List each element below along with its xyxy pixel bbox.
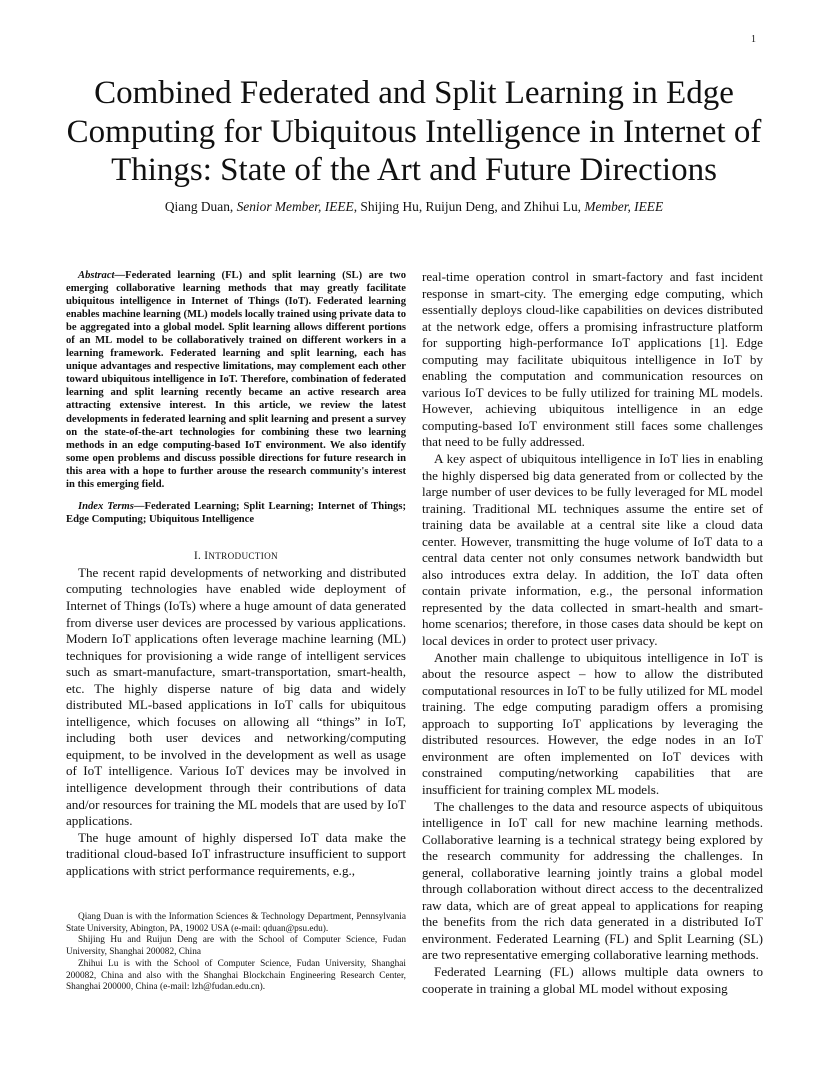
abstract-heading: Abstract bbox=[78, 270, 115, 281]
paragraph: A key aspect of ubiquitous intelligence in IoT lies in enabling the highly dispersed big data generated from or collected by the large number of user devices to be fully leveraged for ML model training. Traditional ML techniques assume the entire set of training data be available at a central site like a cloud data center. However, transmitting the huge volume of IoT data to a central data center not only consumes network bandwidth but also introduces extra delay. In addition, the IoT data often contain private information, e.g., the personal information represented by the data collected in smart-health and smart-home scenarios; therefore, in those cases data should be kept on local devices in order to protect user privacy. bbox=[422, 451, 763, 649]
author-membership: Member, IEEE bbox=[584, 199, 664, 214]
index-terms-heading: Index Terms bbox=[78, 500, 134, 512]
author-name: Qiang Duan, bbox=[164, 199, 237, 214]
abstract-text: —Federated learning (FL) and split learning (SL) are two emerging collaborative learning methods that may greatly facilitate ubiquitous intelligence in Internet of Things (IoT). Federated learning enables machine learning (ML) models locally trained using private data to be aggregated into a global model. Split learning allows different portions of an ML model to be collaboratively trained on different workers in a learning framework. Federated learning and split learning, each has unique advantages and respective limitations, may complement each other toward ubiquitous intelligence in IoT. Therefore, combination of federated learning and split learning recently became an active research area attracting extensive interest. In this article, we review the latest developments in federated learning and split learning and present a survey on the state-of-the-art technologies for combining these two learning methods in an edge computing-based IoT environment. We also identify some open problems and discuss possible directions for future research in this area with a hope to further arouse the research community's interest in this emerging field. bbox=[66, 270, 406, 490]
author-membership: Senior Member, IEEE bbox=[236, 199, 354, 214]
section-heading: I. INTRODUCTION bbox=[194, 549, 278, 562]
paper-title: Combined Federated and Split Learning in Edge Computing for Ubiquitous Intelligence in Internet of Things: State of the Art and Future Directions bbox=[66, 75, 762, 188]
abstract bbox=[66, 269, 406, 491]
paragraph: The challenges to the data and resource aspects of ubiquitous intelligence in IoT call for new machine learning methods. Collaborative learning is a technical strategy being explored by the research community for addressing the challenges. In general, collaborative learning jointly trains a global model through collaboration without direct access to the decentralized raw data, which are of great appeal to applications for reaping the benefits from the rich data generated in a distributed IoT environment. Federated Learning (FL) and Split Learning (SL) are two representative emerging collaborative learning methods. bbox=[422, 798, 763, 963]
paragraph: The huge amount of highly dispersed IoT data make the traditional cloud-based IoT infrastructure insufficient to support applications with strict performance requirements, e.g., bbox=[66, 829, 406, 878]
footnote: Zhihui Lu is with the School of Computer Science, Fudan University, Shanghai 200082, China and also with the Shanghai Blockchain Engineering Research Center, Shanghai 200000, China (e-mail: lzh@fudan.edu.cn). bbox=[66, 958, 406, 993]
page-number: 1 bbox=[751, 34, 756, 45]
author-name: , Shijing Hu, Ruijun Deng, and Zhihui Lu, bbox=[353, 199, 585, 214]
footnote: Shijing Hu and Ruijun Deng are with the School of Computer Science, Fudan University, Shanghai 200082, China bbox=[66, 935, 406, 958]
paragraph: The recent rapid developments of networking and distributed computing technologies have enabled wide deployment of Internet of Things (IoTs) where a huge amount of data generated from diverse user devices are processed by various applications. Modern IoT applications often leverage machine learning (ML) techniques for provisioning a wide range of intelligent services such as smart-manufacture, smart-transportation, smart-health, etc. The highly disperse nature of big data and widely distributed ML-based applications in IoT calls for ubiquitous intelligence, which focuses on allowing all “things” in IoT, including both user devices and networking/computing equipment, to be involved in the development as well as usage of IoT intelligence. Various IoT devices may be involved in intelligence development through their contributions of data and/or resources for training the ML models that are used by IoT applications. bbox=[66, 564, 406, 829]
footnote: Qiang Duan is with the Information Sciences & Technology Department, Pennsylvania State University, Abington, PA, 19002 USA (e-mail: qduan@psu.edu). bbox=[66, 912, 406, 934]
index-terms-text: —Federated Learning; Split Learning; Internet of Things; Edge Computing; Ubiquitous Intelligence bbox=[66, 500, 406, 525]
author-footnotes bbox=[66, 912, 406, 994]
index-terms bbox=[66, 500, 406, 526]
left-column bbox=[66, 269, 406, 879]
author-line bbox=[60, 199, 768, 215]
right-column bbox=[422, 269, 763, 997]
paragraph: Another main challenge to ubiquitous intelligence in IoT is about the resource aspect – how to allow the distributed computational resources in IoT to be fully utilized for ML model training. The edge computing paradigm offers a promising approach to supporting IoT applications by leveraging the distributed resources. However, the edge nodes in an IoT environment are often implemented on IoT devices with constrained computing/networking capabilities that are insufficient for training complex ML models. bbox=[422, 649, 763, 797]
paragraph: real-time operation control in smart-factory and fast incident response in smart-city. The emerging edge computing, which essentially deploys cloud-like capabilities on devices distributed at the network edge, offers a promising infrastructure platform for supporting high-performance IoT applications [1]. Edge computing may facilitate ubiquitous intelligence in IoT by enabling the computation and communication resources on various IoT devices to be fully utilized for training ML models. However, achieving ubiquitous intelligence in an edge computing-based IoT environment still faces some challenges that need to be fully addressed. bbox=[422, 269, 763, 450]
paragraph: Federated Learning (FL) allows multiple data owners to cooperate in training a global ML model without exposing bbox=[422, 963, 763, 996]
